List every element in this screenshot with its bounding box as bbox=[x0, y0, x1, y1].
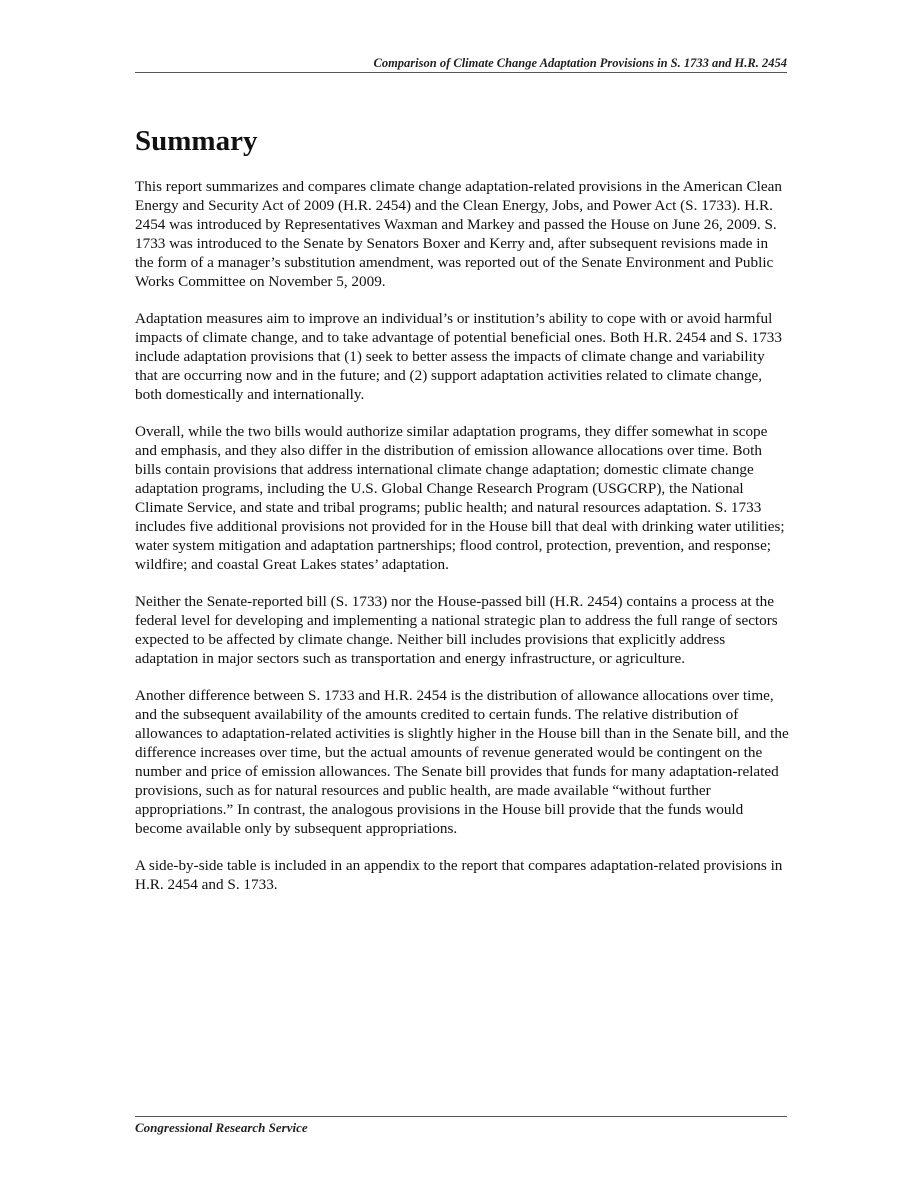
paragraph-overall-differences: Overall, while the two bills would authorize similar adaptation programs, they differ somewhat in scope and emphasis, and they also differ in the distribution of emission allowance allocations over time. Both bills contain provisions that address international climate change adaptation; domestic climate change adaptation programs, including the U.S. Global Change Research Program (USGCRP), the National Climate Service, and state and tribal programs; public health; and natural resources adaptation. S. 1733 includes five additional provisions not provided for in the House bill that deal with drinking water utilities; water system mitigation and adaptation partnerships; flood control, protection, prevention, and response; wildfire; and coastal Great Lakes states’ adaptation. bbox=[135, 423, 785, 573]
paragraph-adaptation-measures: Adaptation measures aim to improve an individual’s or institution’s ability to cope with or avoid harmful impacts of climate change, and to take advantage of potential beneficial ones. Both H.R. 2454 and S. 1733 include adaptation provisions that (1) seek to better assess the impacts of climate change and variability that are occurring now and in the future; and (2) support adaptation activities related to climate change, both domestically and internationally. bbox=[135, 310, 782, 403]
header-rule bbox=[135, 72, 787, 73]
page-title: Summary bbox=[135, 125, 258, 157]
summary-body bbox=[135, 177, 790, 912]
paragraph-appendix-note: A side-by-side table is included in an appendix to the report that compares adaptation-related provisions in H.R. 2454 and S. 1733. bbox=[135, 857, 783, 893]
footer-rule bbox=[135, 1116, 787, 1117]
paragraph-allowance-distribution: Another difference between S. 1733 and H.R. 2454 is the distribution of allowance allocations over time, and the subsequent availability of the amounts credited to certain funds. The relative distribution of allowances to adaptation-related activities is slightly higher in the House bill than in the Senate bill, and the difference increases over time, but the actual amounts of revenue generated would be contingent on the number and price of emission allowances. The Senate bill provides that funds for many adaptation-related provisions, such as for natural resources and public health, are made available “without further appropriations.” In contrast, the analogous provisions in the House bill provide that the funds would become available only by subsequent appropriations. bbox=[135, 687, 789, 837]
running-footer: Congressional Research Service bbox=[135, 1120, 308, 1135]
paragraph-intro: This report summarizes and compares climate change adaptation-related provisions in the American Clean Energy and Security Act of 2009 (H.R. 2454) and the Clean Energy, Jobs, and Power Act (S. 1733). H.R. 2454 was introduced by Representatives Waxman and Markey and passed the House on June 26, 2009. S. 1733 was introduced to the Senate by Senators Boxer and Kerry and, after subsequent revisions made in the form of a manager’s substitution amendment, was reported out of the Senate Environment and Public Works Committee on November 5, 2009. bbox=[135, 178, 782, 290]
paragraph-national-strategic-plan: Neither the Senate-reported bill (S. 1733) nor the House-passed bill (H.R. 2454) contains a process at the federal level for developing and implementing a national strategic plan to address the full range of sectors expected to be affected by climate change. Neither bill includes provisions that explicitly address adaptation in major sectors such as transportation and energy infrastructure, or agriculture. bbox=[135, 593, 778, 667]
running-header: Comparison of Climate Change Adaptation Provisions in S. 1733 and H.R. 2454 bbox=[373, 56, 787, 70]
